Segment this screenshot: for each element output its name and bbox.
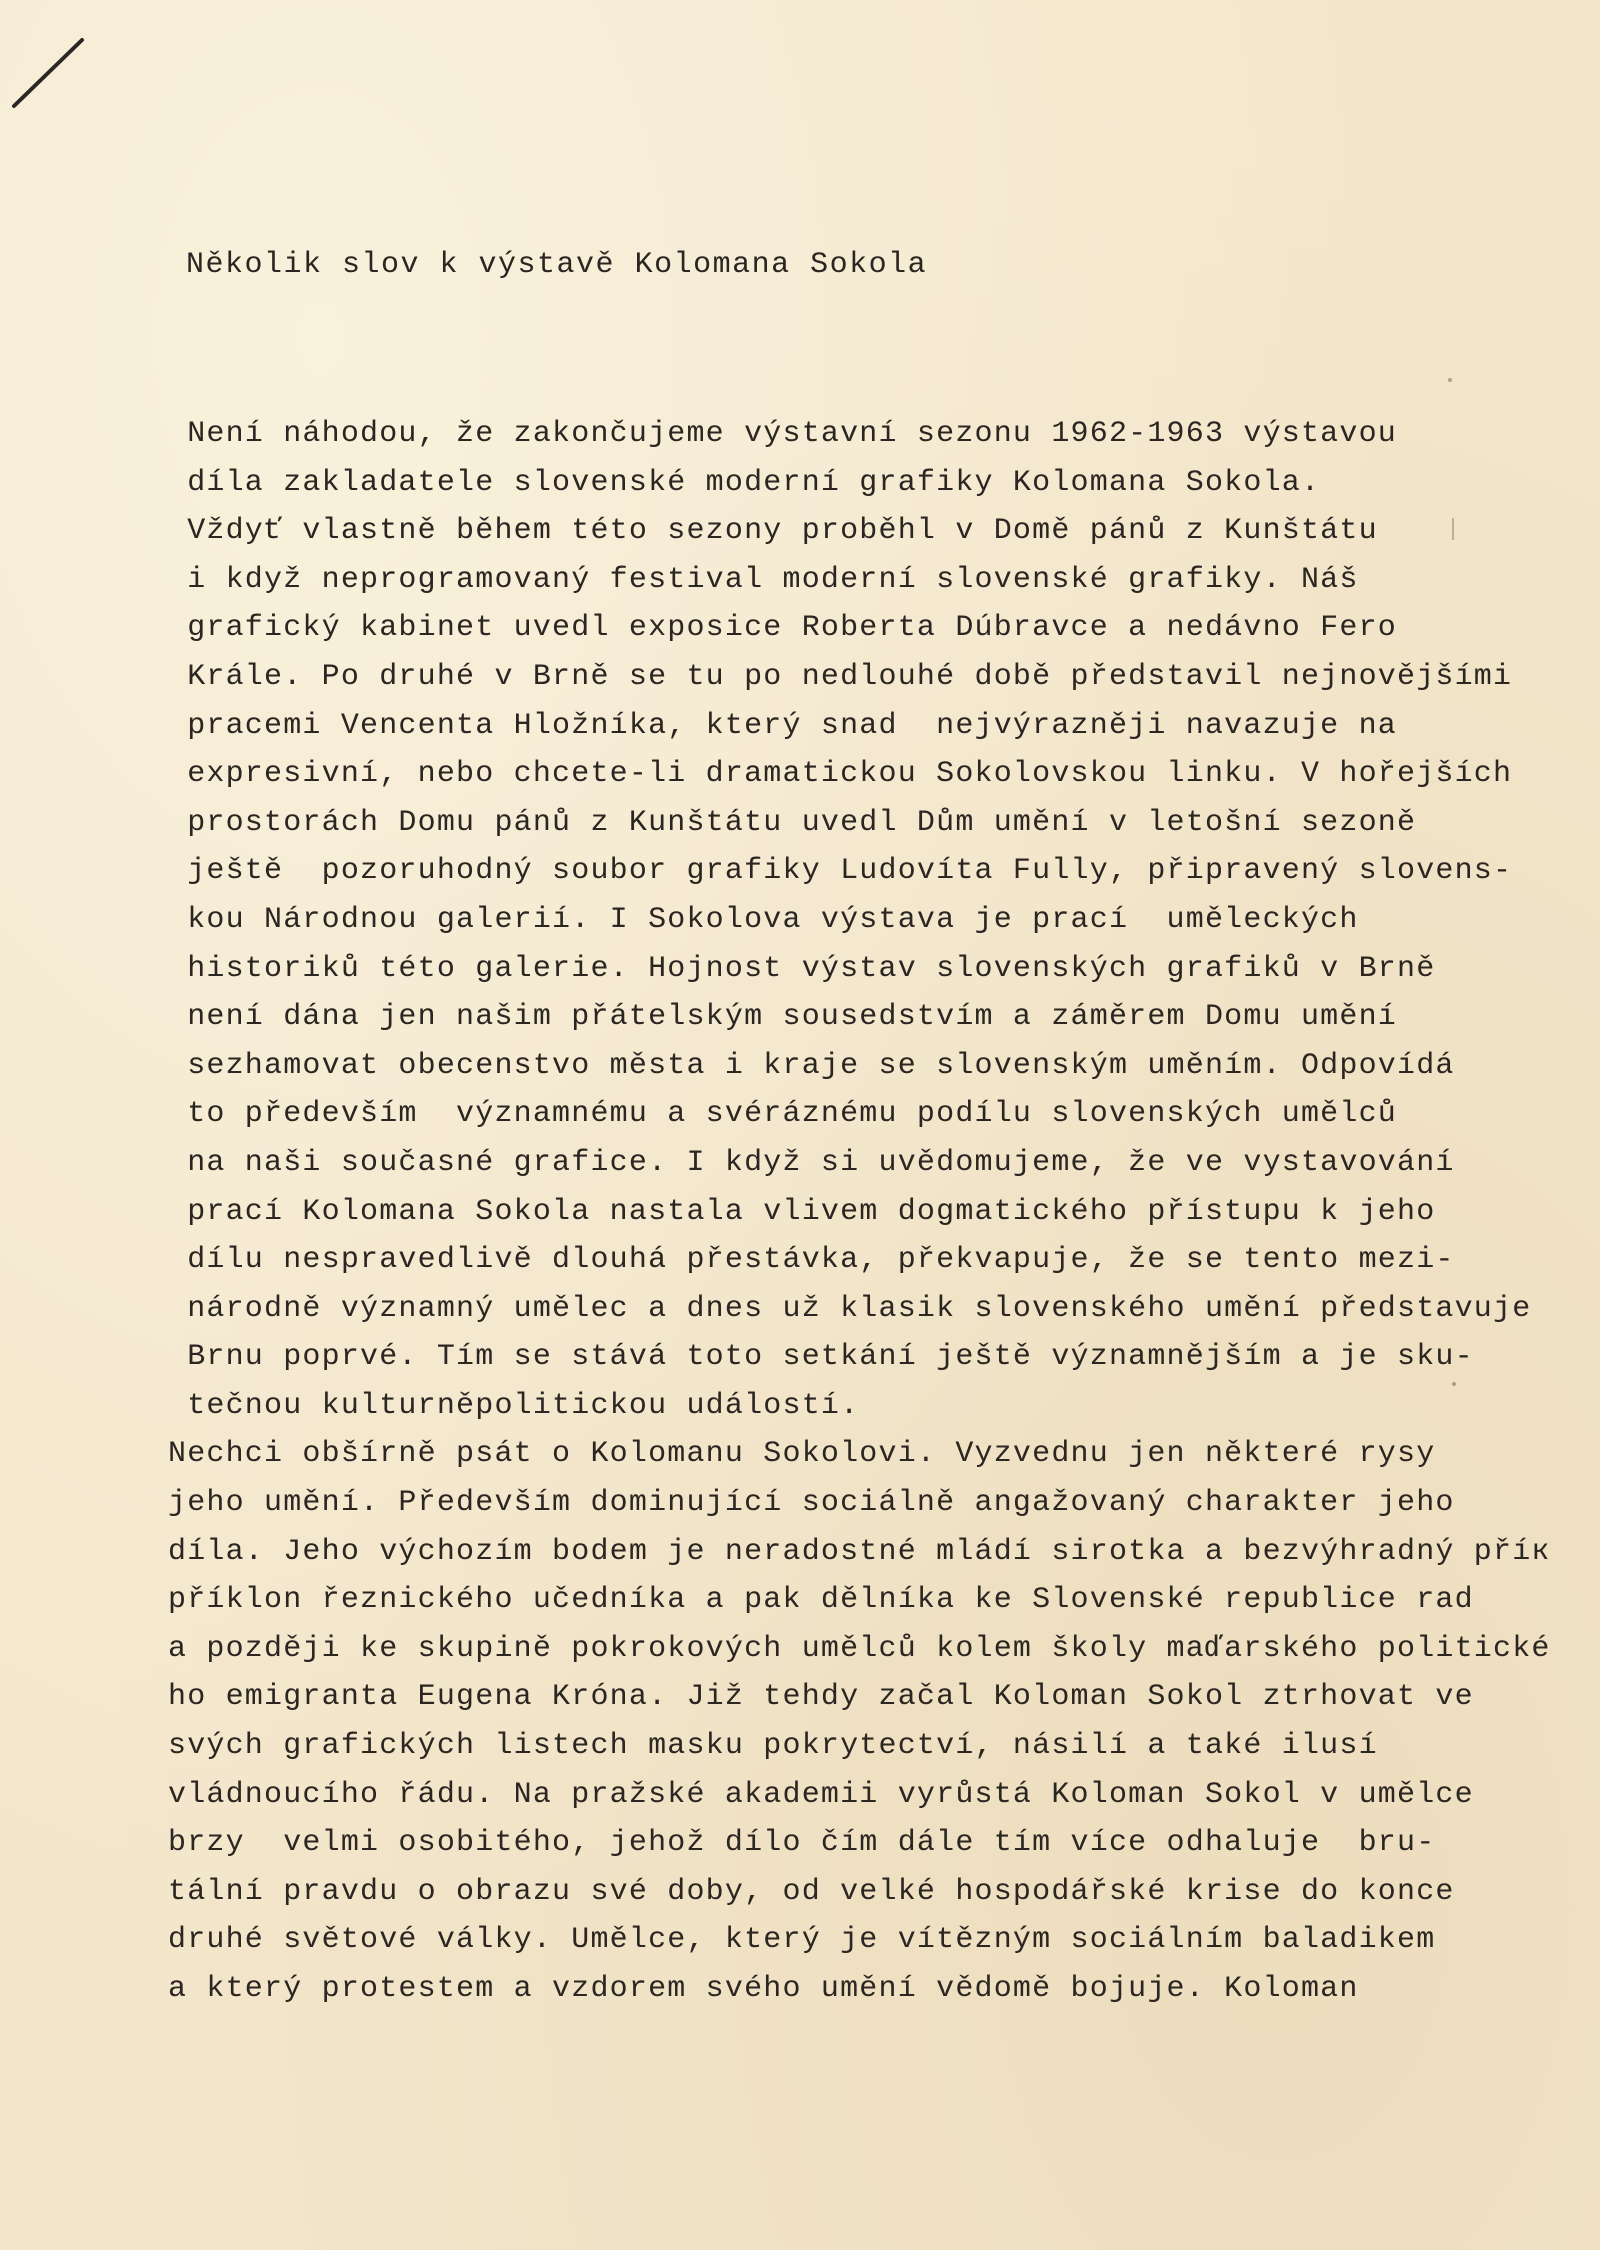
text-line: národně významný umělec a dnes už klasik slovenského umění představuje [168,1291,1532,1326]
text-line: není dána jen našim přátelským sousedstvím a záměrem Domu umění [168,1000,1397,1035]
pen-mark-icon [8,36,88,116]
text-line: a který protestem a vzdorem svého umění vědomě bojuje. Koloman [168,1972,1359,2006]
text-line: a později ke skupině pokrokových umělců kolem školy maďarského politické [168,1631,1551,1666]
text-line: Není náhodou, že zakončujeme výstavní sezonu 1962-1963 výstavou [168,417,1397,451]
document-body [168,410,1568,2014]
text-line: sezhamovat obecenstvo města i kraje se slovenským uměním. Odpovídá [168,1048,1455,1083]
text-line: druhé světové války. Umělce, který je vítězným sociálním baladikem [168,1923,1436,1958]
text-line: grafický kabinet uvedl exposice Roberta Dúbravce a nedávno Fero [168,611,1397,646]
text-line: kou Národnou galerií. I Sokolova výstava je prací uměleckých [168,902,1359,937]
text-line: tální pravdu o obrazu své doby, od velké hospodářské krise do konce [168,1874,1455,1909]
text-line: brzy velmi osobitého, jehož dílo čím dále tím více odhaluje bru- [168,1826,1436,1861]
text-line: expresivní, nebo chcete-li dramatickou Sokolovskou linku. V hořejších [168,757,1513,792]
text-line: Brnu poprvé. Tím se stává toto setkání ještě významnějším a je sku- [168,1340,1474,1375]
text-line: svých grafických listech masku pokrytectví, násilí a také ilusí [168,1729,1378,1764]
text-line: to především významnému a svéráznému podílu slovenských umělců [168,1097,1397,1132]
document-title: Několik slov k výstavě Kolomana Sokola [186,248,928,282]
text-line: tečnou kulturněpolitickou událostí. [168,1388,860,1423]
text-line: ho emigranta Eugena Króna. Již tehdy začal Koloman Sokol ztrhovat ve [168,1680,1474,1715]
text-line: vládnoucího řádu. Na pražské akademii vyrůstá Koloman Sokol v umělce [168,1777,1474,1812]
text-line: pracemi Vencenta Hložníka, který snad nejvýrazněji navazuje na [168,708,1397,743]
text-line: Krále. Po druhé v Brně se tu po nedlouhé době představil nejnovějšími [168,659,1513,694]
text-line: na naši současné grafice. I když si uvědomujeme, že ve vystavování [168,1145,1455,1180]
paper-speck [1448,378,1452,382]
text-line: jeho umění. Především dominující sociálně angažovaný charakter jeho [168,1486,1455,1521]
text-line: i když neprogramovaný festival moderní slovenské grafiky. Náš [168,562,1359,597]
text-line: Nechci obšírně psát o Kolomanu Sokolovi. Vyzvednu jen některé rysy [168,1437,1436,1472]
text-line: díla zakladatele slovenské moderní grafiky Kolomana Sokola. [168,465,1321,500]
text-line: díla. Jeho výchozím bodem je neradostné mládí sirotka a bezvýhradný příк [168,1534,1551,1569]
text-line: historiků této galerie. Hojnost výstav slovenských grafiků v Brně [168,951,1436,986]
text-line: dílu nespravedlivě dlouhá přestávka, překvapuje, že se tento mezi- [168,1243,1455,1278]
text-line: ještě pozoruhodný soubor grafiky Ludovíta Fully, připravený slovens- [168,854,1513,889]
text-line: prostorách Domu pánů z Kunštátu uvedl Dům umění v letošní sezoně [168,805,1417,840]
text-line: Vždyť vlastně během této sezony proběhl v Domě pánů z Kunštátu [168,514,1378,549]
text-line: příklon řeznického učedníka a pak dělníka ke Slovenské republice rad [168,1583,1474,1618]
text-line: prací Kolomana Sokola nastala vlivem dogmatického přístupu k jeho [168,1194,1436,1229]
